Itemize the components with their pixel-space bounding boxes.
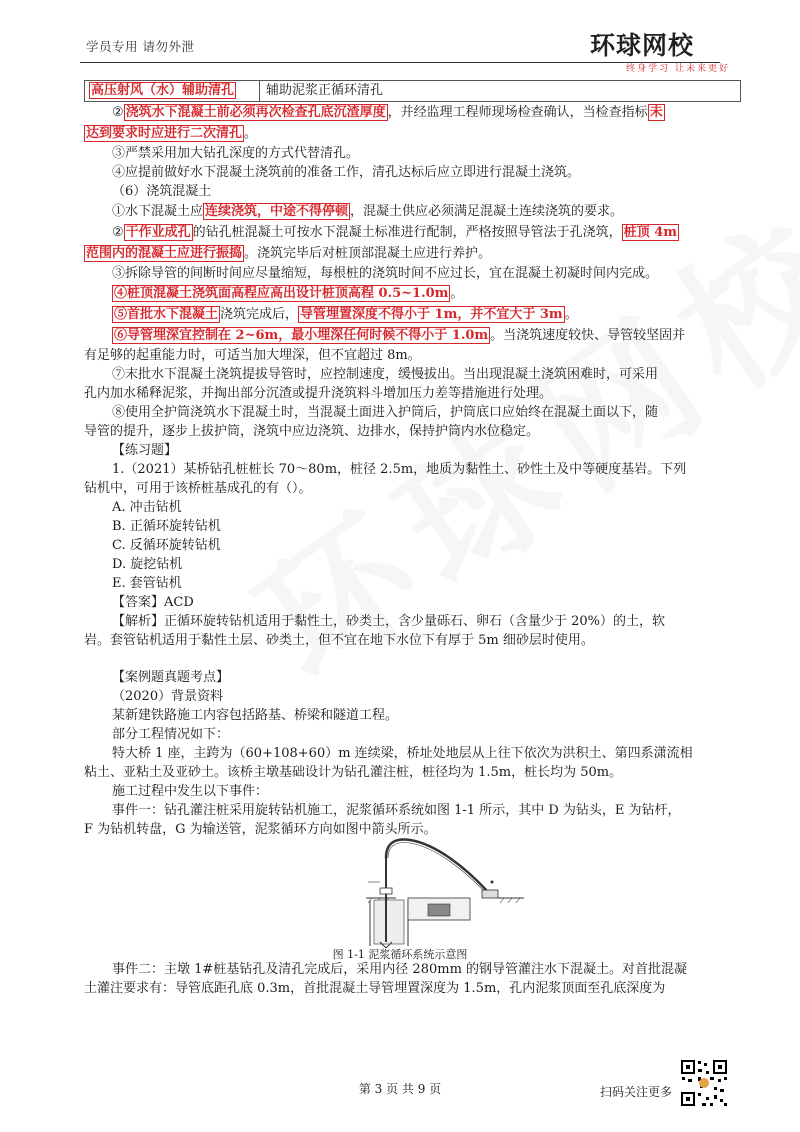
paragraph: ⑤首批水下混凝土 浇筑完成后， 导管埋置深度不得小于 1m，并不宜大于 3m 。 [114, 307, 578, 322]
paragraph: 事件二：主墩 1#桩基钻孔及清孔完成后，采用内径 280mm 的钢导管灌注水下混凝土。对首批混凝 [112, 962, 688, 977]
qr-code-icon[interactable] [680, 1059, 728, 1107]
analysis: 【解析】正循环旋转钻机适用于黏性土，砂类土，含少量砾石、卵石（含量少于 20%）的土，软 [112, 614, 666, 629]
paragraph: ③严禁采用加大钻孔深度的方式代替清孔。 [112, 146, 360, 161]
table-cell-desc: 辅助泥浆正循环清孔 [266, 83, 384, 98]
paragraph: 施工过程中发生以下事件： [112, 784, 269, 799]
paragraph: F 为钻机转盘，G 为输送管，泥浆循环方向如图中箭头所示。 [84, 822, 437, 837]
case-label: 【案例题真题考点】 [112, 670, 230, 685]
practice-label: 【练习题】 [112, 443, 178, 458]
paragraph: 孔内加水稀释泥浆，并掏出部分沉渣或提升浇筑料斗增加压力差等措施进行处理。 [84, 386, 553, 401]
paragraph: 部分工程情况如下： [112, 727, 230, 742]
paragraph: ④桩顶混凝土浇筑面高程应高出设计桩顶高程 0.5~1.0m 。 [114, 286, 464, 301]
case-year: （2020）背景资料 [112, 689, 224, 704]
section-heading: （6）浇筑混凝土 [112, 184, 212, 199]
figure-caption: 图 1-1 泥浆循环系统示意图 [332, 948, 468, 961]
paragraph: 特大桥 1 座，主跨为（60+108+60）m 连续梁，桥址处地层从上往下依次为洪积土、第四系潇流相 [112, 746, 693, 761]
logo-text: 环球网校 [590, 31, 695, 60]
paragraph: 事件一：钻孔灌注桩采用旋转钻机施工，泥浆循环系统如图 1-1 所示，其中 D 为钻头，E 为钻杆， [112, 803, 681, 818]
document-body [84, 80, 734, 839]
analysis: 岩。套管钻机适用于黏性土层、砂类土，但不宜在地下水位下有厚于 5m 细砂层时使用。 [84, 633, 594, 648]
paragraph: ② 干作业成孔 的钻孔桩混凝土可按水下混凝土标准进行配制，严格按照导管法于孔浇筑， 桩顶 4m [112, 225, 678, 240]
table-cell-method: 高压射风（水）辅助清孔 [91, 83, 235, 98]
paragraph: 土灌注要求有：导管底距孔底 0.3m，首批混凝土导管埋置深度为 1.5m，孔内泥浆顶面至孔底深度为 [84, 981, 666, 996]
document-body-cont [84, 960, 734, 998]
mud-circulation-figure [366, 838, 524, 948]
paragraph: ③拆除导管的间断时间应尽量缩短，每根桩的浇筑时间不应过长，宜在混凝土初凝时间内完成。 [112, 266, 659, 281]
question-text: 钻机中，可用于该桥桩基成孔的有（）。 [84, 481, 312, 496]
paragraph: 导管的提升，逐步上拔护筒，浇筑中应边浇筑、边排水，保持护筒内水位稳定。 [84, 424, 540, 439]
paragraph: ⑥导管埋深宜控制在 2~6m，最小埋深任何时候不得小于 1.0m 。当浇筑速度较快、导管较坚固并 [114, 328, 686, 343]
paragraph: 某新建铁路施工内容包括路基、桥梁和隧道工程。 [112, 708, 399, 723]
brand-logo [590, 32, 730, 76]
logo-slogan: 终身学习 让未来更好 [626, 64, 730, 74]
option-d: D. 旋挖钻机 [112, 557, 183, 572]
page-number: 第 3 页 共 9 页 [358, 1082, 442, 1096]
scan-prompt: 扫码关注更多 [600, 1085, 673, 1099]
header-divider [80, 62, 720, 63]
paragraph: ② 浇筑水下混凝土前必须再次检查孔底沉渣厚度 ，并经监理工程师现场检查确认，当检查指标 未 [112, 105, 663, 120]
paragraph: 粘土、亚粘土及亚砂土。该桥主墩基础设计为钻孔灌注桩，桩径均为 1.5m，桩长均为 50m。 [84, 765, 623, 780]
paragraph: ④应提前做好水下混凝土浇筑前的准备工作，清孔达标后应立即进行混凝土浇筑。 [112, 165, 581, 180]
question-text: 1.（2021）某桥钻孔桩桩长 70～80m，桩径 2.5m，地质为黏性土、砂性土及中等硬度基岩。下列 [112, 462, 687, 477]
option-b: B. 正循环旋转钻机 [112, 519, 221, 534]
paragraph: ⑧使用全护筒浇筑水下混凝土时，当混凝土面进入护筒后，护筒底口应始终在混凝土面以下，随 [112, 405, 659, 420]
paragraph: 达到要求时应进行二次清孔 。 [86, 126, 258, 141]
option-a: A. 冲击钻机 [112, 500, 182, 515]
paragraph: 范围内的混凝土应进行振捣 。浇筑完毕后对桩顶部混凝土应进行养护。 [86, 246, 492, 261]
option-c: C. 反循环旋转钻机 [112, 538, 221, 553]
paragraph: ①水下混凝土应 连续浇筑，中途不得停顿 ，混凝土供应必须满足混凝土连续浇筑的要求。 [112, 204, 624, 219]
method-table-row [84, 80, 741, 102]
header-notice: 学员专用 请勿外泄 [86, 39, 195, 54]
option-e: E. 套管钻机 [112, 576, 182, 591]
paragraph: ⑦末批水下混凝土浇筑提拔导管时，应控制速度，缓慢拔出。当出现混凝土浇筑困难时，可采用 [112, 367, 659, 382]
paragraph: 有足够的起重能力时，可适当加大埋深，但不宜超过 8m。 [84, 348, 421, 363]
answer: 【答案】ACD [112, 595, 194, 610]
